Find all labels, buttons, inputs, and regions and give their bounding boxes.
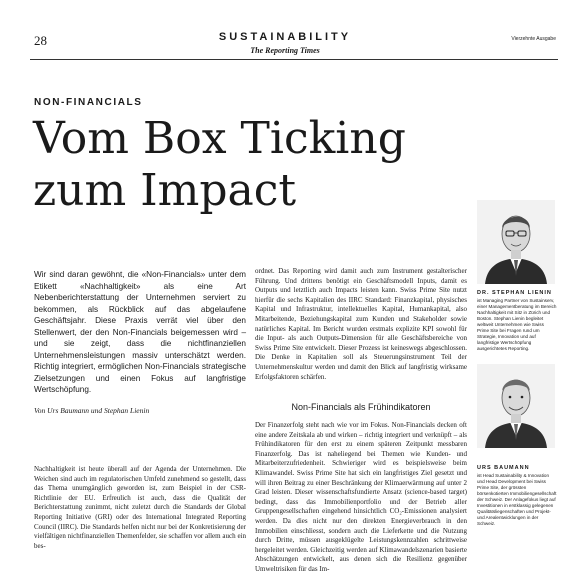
article-headline: [33, 113, 553, 217]
article-subheading: Non-Financials als Frühindikatoren: [291, 402, 431, 412]
author-bio-baumann: ist Head Sustainability & Innovation und Head Development bei Swiss Prime Site, der grössten börsenkotierten Immobiliengesellschaft der Schweiz. Der Anlagefokus liegt auf Investitionen in erstklassig gelegenen Qualitätsliegenschaften und Projekt- und Arealentwicklungen in der Schweiz.: [477, 473, 557, 526]
body-column-middle-bottom: Der Finanzerfolg steht nach wie vor im Fokus. Non-Financials decken oft eine andere Zeitskala ab und wirken – richtig integriert und verknüpft – als Frühindikatoren für den erst zu einem späteren Zeitpunkt messbaren Finanzerfolg. Das ist naheliegend bei Themen wie Kunden- und Mitarbeiterzufriedenheit. Schwieriger wird es beispielsweise beim Klimawandel. Swiss Prime Site hat sich ein langfristiges Ziel gesetzt und will ihren Beitrag zu einer Beschränkung der Klimaerwärmung auf unter 2 Grad leisten. Dieser wissenschaftsfundierte Ansatz (science-based target) bedingt, dass das Immobilienportfolio und der Betrieb aller Gruppengesellschaften eingehend hinsichtlich CO₂-Emissionen analysiert werden. Da dies nicht nur den direkten Energieverbrauch in den Immobilien einschliesst, sondern auch die Lieferkette und die Nutzung durch Dritte, müssen ausgeklügelte Leistungskennzahlen schrittweise hergeleitet werden. Gleichzeitig werden auf Klimawandelszenarien basierte Abschätzungen entwickelt, aus denen sich die Resilienz gegenüber Umweltrisiken für das Im-: [255, 421, 467, 573]
headline-line-1: Vom Box Ticking: [33, 113, 406, 164]
publication-masthead: The Reporting Times: [250, 46, 320, 55]
author-bio-lienin: ist Managing Partner von Sustainserv, einer Managementberatung im Bereich Nachhaltigkeit mit Sitz in Zürich und Boston. Stephan Lienin begleitet weltweit Unternehmen wie Swiss Prime Site bei Fragen rund um Strategie, Innovation und auf langfristige Wertschöpfung ausgerichtetes Reporting.: [477, 298, 557, 351]
section-title: SUSTAINABILITY: [218, 31, 352, 43]
author-portrait-baumann: [477, 364, 555, 448]
author-portrait-lienin: [477, 200, 555, 284]
body-column-left: Nachhaltigkeit ist heute überall auf der Agenda der Unternehmen. Die Weichen sind auch im regulatorischen Umfeld zunehmend so gestellt, dass das Thema unumgänglich geworden ist, zum Beispiel in der CSR-Richtlinie der EU. Erfreulich ist auch, dass die Qualität der Berichterstattung zunimmt, nicht zuletzt durch die Standards der Global Reporting Initiative (GRI) oder des International Integrated Reporting Council (IIRC). Die Standards helfen nicht nur bei der Konkretisierung der vielfältigen nichtfinanziellen Themenfelder, sie schaffen vor allem auch ein bes-: [34, 465, 246, 550]
portrait-illustration-icon: [477, 200, 555, 284]
article-lead: Wir sind daran gewöhnt, die «Non-Financials» unter dem Etikett «Nachhaltigkeit» als eine Art Nebenberichterstattung der Unternehmen serviert zu bekommen, als Rückblick auf das abgelaufene Geschäftsjahr. Diese Praxis verrät viel über den Stellenwert, der den Non-Financials beigemessen wird – und sie zeigt, dass die nichtfinanziellen Unternehmensleistungen massiv unterschätzt werden. Richtig integriert, ermöglichen Non-Financials strategische Zielsetzungen und einen Fokus auf langfristige Wertschöpfung.: [34, 270, 246, 394]
page-number: 28: [34, 33, 47, 48]
headline-line-2: zum Impact: [33, 165, 297, 216]
header-divider: [30, 59, 558, 60]
body-column-middle-top: ordnet. Das Reporting wird damit auch zum Instrument gestalterischer Führung. Und drittens benötigt ein Geschäftsmodell Inputs, damit es Outputs und letztlich auch Impacts leisten kann. Swiss Prime Site nutzt hierfür die sechs Kapitalien des IIRC Standard: Finanzkapital, physisches Kapital und Infrastruktur, intellektuelles Kapital, Humankapital, also Mitarbeitende, Beziehungskapital zum Kunden und Stakeholder sowie natürliches Kapital. Im Bericht wurden erstmals explizite KPI sowohl für die Input- als auch Outputs-Dimension für alle Geschäftsbereiche von Swiss Prime Site entwickelt. Dieser Prozess ist keineswegs abgeschlossen. Die Denke in Kapitalien soll als Steuerungsinstrument Teil der Unternehmenskultur werden und damit den Blick auf langfristig wirksame Erfolgsfaktoren schärfen.: [255, 267, 467, 381]
author-name-baumann: URS BAUMANN: [477, 465, 530, 471]
edition-label: Vierzehnte Ausgabe: [511, 36, 556, 42]
article-byline: Von Urs Baumann und Stephan Lienin: [34, 406, 150, 415]
article-kicker: NON-FINANCIALS: [34, 97, 143, 108]
author-name-lienin: DR. STEPHAN LIENIN: [477, 290, 552, 296]
portrait-illustration-icon: [477, 364, 555, 448]
